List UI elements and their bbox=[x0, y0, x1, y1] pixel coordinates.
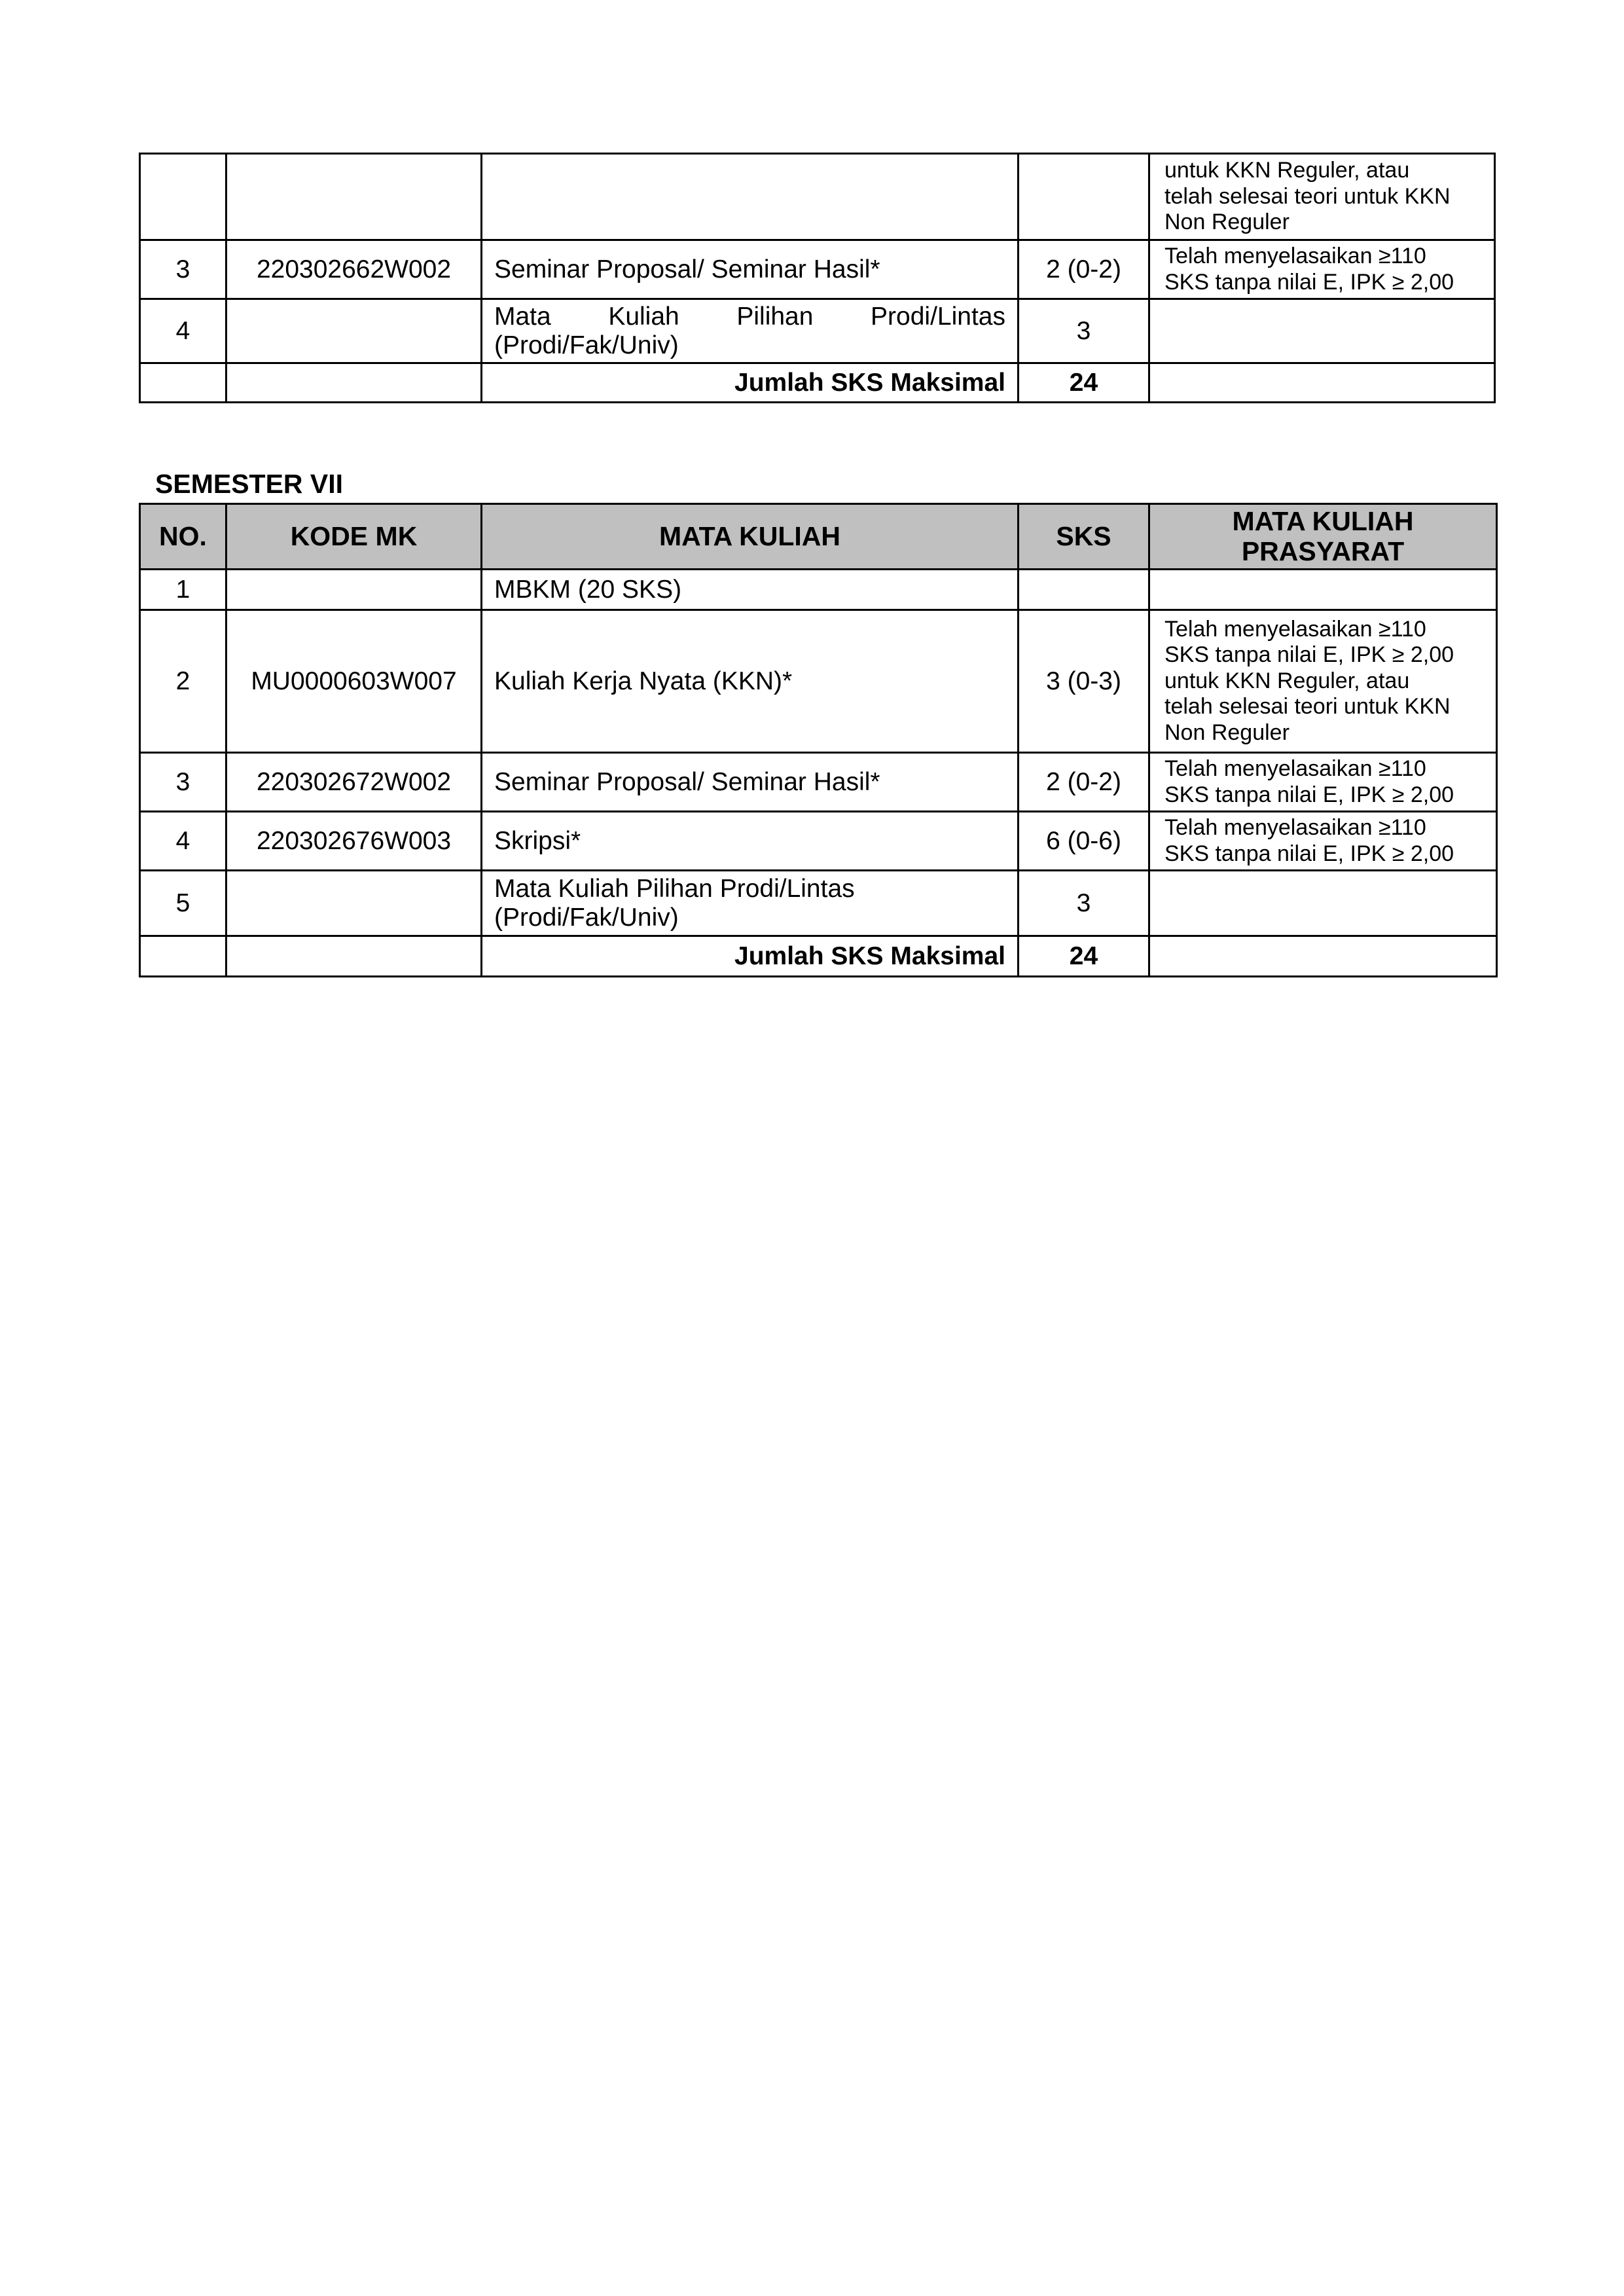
no-cell: 3 bbox=[140, 240, 226, 299]
no-cell: 1 bbox=[140, 570, 226, 610]
sks-cell: 2 (0-2) bbox=[1019, 240, 1149, 299]
table-row bbox=[140, 299, 1495, 363]
prasyarat-cell bbox=[1149, 871, 1497, 936]
prasyarat-cell: Telah menyelasaikan ≥110 SKS tanpa nilai E, IPK ≥ 2,00 bbox=[1149, 753, 1497, 812]
course-table-semester-vii bbox=[139, 503, 1498, 977]
prasyarat-cell: Telah menyelasaikan ≥110 SKS tanpa nilai E, IPK ≥ 2,00 bbox=[1149, 812, 1497, 871]
kode-cell: 220302662W002 bbox=[226, 240, 482, 299]
kode-cell bbox=[226, 154, 482, 240]
mata-kuliah-cell: Mata Kuliah Pilihan Prodi/Lintas (Prodi/Fak/Univ) bbox=[482, 871, 1019, 936]
table-row bbox=[140, 610, 1497, 753]
total-label: Jumlah SKS Maksimal bbox=[482, 936, 1019, 977]
mata-kuliah-cell: MBKM (20 SKS) bbox=[482, 570, 1019, 610]
sks-cell bbox=[1019, 154, 1149, 240]
kode-cell: 220302676W003 bbox=[226, 812, 482, 871]
total-label: Jumlah SKS Maksimal bbox=[482, 363, 1019, 403]
kode-cell: 220302672W002 bbox=[226, 753, 482, 812]
header-sks: SKS bbox=[1019, 504, 1149, 570]
semester-title: SEMESTER VII bbox=[155, 469, 344, 499]
no-cell: 5 bbox=[140, 871, 226, 936]
no-cell: 4 bbox=[140, 299, 226, 363]
sks-cell: 3 bbox=[1019, 299, 1149, 363]
header-kode-mk: KODE MK bbox=[226, 504, 482, 570]
prasyarat-cell: Telah menyelasaikan ≥110 SKS tanpa nilai E, IPK ≥ 2,00 untuk KKN Reguler, atau telah selesai teori untuk KKN Non Reguler bbox=[1149, 610, 1497, 753]
prasyarat-cell bbox=[1149, 299, 1495, 363]
table-row bbox=[140, 240, 1495, 299]
table-row bbox=[140, 871, 1497, 936]
prasyarat-cell bbox=[1149, 570, 1497, 610]
table-row bbox=[140, 570, 1497, 610]
table-row bbox=[140, 154, 1495, 240]
total-row bbox=[140, 363, 1495, 403]
no-cell: 2 bbox=[140, 610, 226, 753]
mata-kuliah-cell: Skripsi* bbox=[482, 812, 1019, 871]
header-mata-kuliah: MATA KULIAH bbox=[482, 504, 1019, 570]
total-row bbox=[140, 936, 1497, 977]
total-value: 24 bbox=[1019, 936, 1149, 977]
sks-cell: 3 (0-3) bbox=[1019, 610, 1149, 753]
mata-kuliah-cell bbox=[482, 154, 1019, 240]
course-table-continued bbox=[139, 153, 1496, 403]
table-row bbox=[140, 753, 1497, 812]
total-value: 24 bbox=[1019, 363, 1149, 403]
kode-cell bbox=[226, 299, 482, 363]
header-prasyarat: MATA KULIAH PRASYARAT bbox=[1149, 504, 1497, 570]
kode-cell: MU0000603W007 bbox=[226, 610, 482, 753]
table-header-row bbox=[140, 504, 1497, 570]
no-cell: 4 bbox=[140, 812, 226, 871]
kode-cell bbox=[226, 570, 482, 610]
mata-kuliah-cell: Seminar Proposal/ Seminar Hasil* bbox=[482, 240, 1019, 299]
prasyarat-cell: Telah menyelasaikan ≥110 SKS tanpa nilai E, IPK ≥ 2,00 bbox=[1149, 240, 1495, 299]
sks-cell: 6 (0-6) bbox=[1019, 812, 1149, 871]
sks-cell: 3 bbox=[1019, 871, 1149, 936]
mata-kuliah-cell: Seminar Proposal/ Seminar Hasil* bbox=[482, 753, 1019, 812]
mata-kuliah-cell: Kuliah Kerja Nyata (KKN)* bbox=[482, 610, 1019, 753]
prasyarat-cell: untuk KKN Reguler, atau telah selesai teori untuk KKN Non Reguler bbox=[1149, 154, 1495, 240]
no-cell: 3 bbox=[140, 753, 226, 812]
kode-cell bbox=[226, 871, 482, 936]
no-cell bbox=[140, 154, 226, 240]
mata-kuliah-cell: Mata Kuliah Pilihan Prodi/Lintas (Prodi/Fak/Univ) bbox=[482, 299, 1019, 363]
table-row bbox=[140, 812, 1497, 871]
sks-cell: 2 (0-2) bbox=[1019, 753, 1149, 812]
sks-cell bbox=[1019, 570, 1149, 610]
header-no: NO. bbox=[140, 504, 226, 570]
